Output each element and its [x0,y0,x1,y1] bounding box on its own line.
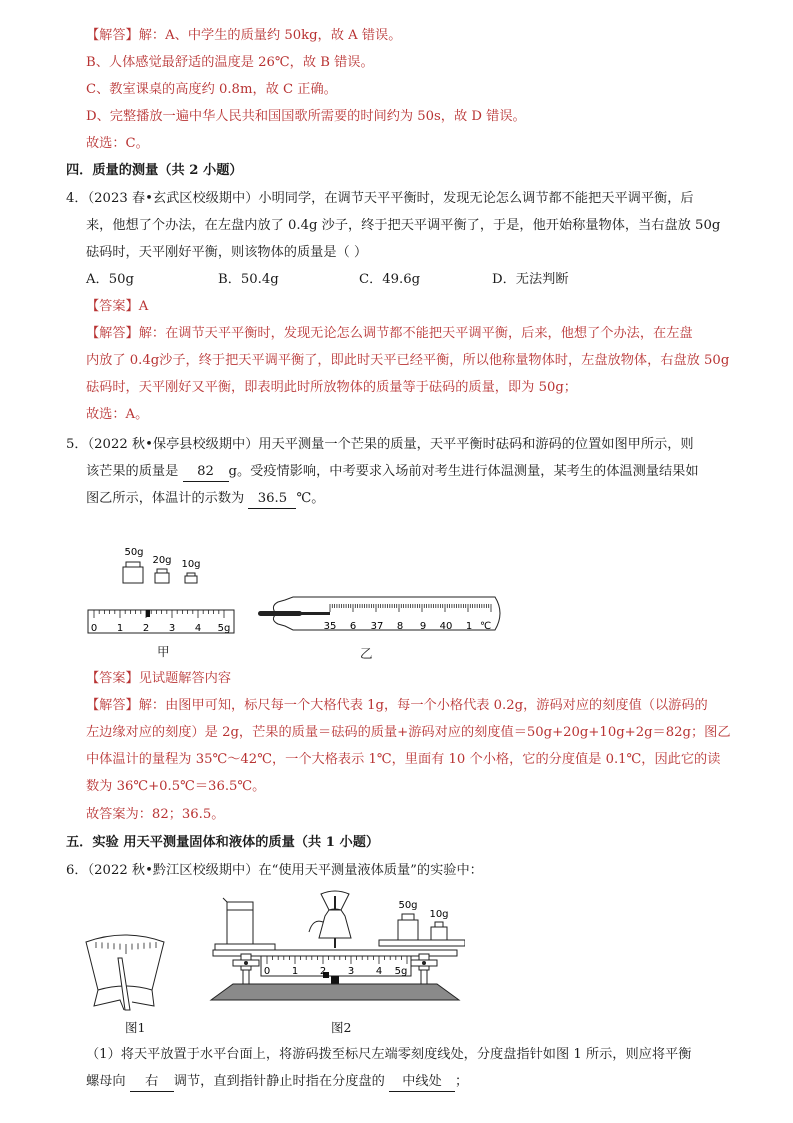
rider-marker [146,610,150,617]
balance-ruler [88,610,234,634]
q5-stem-line3: 图乙所示，体温计的示数为 36.5 ℃。 [86,490,324,509]
q5-final: 故答案为：82；36.5。 [86,807,225,822]
thermo-label: 35 [323,621,337,632]
tick-label: 5g [217,623,231,634]
section4-title: 四．质量的测量（共 2 小题） [66,163,243,178]
thermo-label: ℃ [480,621,492,632]
svg-text:50g: 50g [398,900,418,911]
q4-stem-line2: 来，他想了个办法，在左盘内放了 0.4g 沙子，终于把天平调平衡了，于是，他开始称量物体，当右盘放 50g [86,218,721,233]
weight-50g [123,547,144,583]
figure-label-jia: 甲 [157,644,170,659]
mercury-bulb [258,611,302,616]
tick-label: 3 [347,966,355,977]
tick-label: 0 [263,966,271,977]
q3-analysis-line-a: 【解答】解：A、中学生的质量约 50kg，故 A 错误。 [86,28,402,43]
tick-label: 1 [116,623,124,634]
q3-analysis-line-b: B、人体感觉最舒适的温度是 26℃，故 B 错误。 [86,55,374,70]
q5-analysis-line3: 中体温计的量程为 35℃～42℃，一个大格表示 1℃，里面有 10 个小格，它的分度值是 0.1℃，因此它的读 [86,752,721,767]
q4-option-d: D．无法判断 [492,272,569,287]
q4-choice: 故选：A。 [86,407,149,422]
q5-answer: 【答案】见试题解答内容 [86,671,232,686]
q3-choice: 故选：C。 [86,136,149,151]
beaker [223,898,253,944]
weight-10g [429,909,448,940]
q4-analysis-line2: 内放了 0.4g沙子，终于把天平调平衡了，即此时天平已经平衡，所以他称量物体时，左盘放物体，右盘放 50g [86,353,730,368]
thermo-label: 9 [419,621,427,632]
left-pan [215,944,275,950]
answer-blank: 中线处 [389,1073,455,1092]
figure-label-yi: 乙 [360,646,373,661]
weight-20g [152,555,171,583]
q6-figure1-dial [80,930,170,1016]
q5-figure [80,540,520,640]
svg-text:50g: 50g [124,547,144,558]
weight-50g [398,900,418,940]
q5-stem-line2: 该芒果的质量是 82 g。受疫情影响，中考要求入场前对考生进行体温测量，某考生的体温测量结果如 [86,463,699,482]
q4-stem-line3: 砝码时，天平刚好平衡，则该物体的质量是（ ） [86,245,368,260]
answer-blank: 右 [130,1073,174,1092]
answer-blank: 82 [183,463,229,482]
thermo-label: 40 [439,621,453,632]
svg-text:10g: 10g [181,559,201,570]
q4-option-a: A．50g [86,272,134,287]
tick-label: 4 [375,966,383,977]
tick-label: 4 [194,623,202,634]
answer-blank: 36.5 [248,490,296,509]
q5-stem-line1: 5．（2022 秋•保亭县校级期中）用天平测量一个芒果的质量，天平平衡时砝码和游码的位置如图甲所示，则 [66,437,694,452]
analysis-label: 【解答】 [86,28,139,43]
tick-label: 1 [291,966,299,977]
q6-figure2-balance [205,888,465,1018]
svg-text:20g: 20g [152,555,172,566]
thermo-label: 6 [349,621,357,632]
balance-base [211,984,459,1000]
thermo-label: 1 [465,621,473,632]
q4-analysis-line3: 砝码时，天平刚好又平衡，即表明此时所放物体的质量等于砝码的质量，即为 50g； [86,380,577,395]
q6-stem-line1: 6．（2022 秋•黔江区校级期中）在“使用天平测量液体质量”的实验中： [66,863,483,878]
tick-label: 2 [319,966,327,977]
tick-label: 2 [142,623,150,634]
q5-analysis-line4: 数为 36℃+0.5℃＝36.5℃。 [86,779,266,794]
right-pan [379,940,465,946]
q5-analysis-line2: 左边缘对应的刻度）是 2g，芒果的质量＝砝码的质量+游码对应的刻度值＝50g+20g+10g+2g＝82g；图乙 [86,725,731,740]
figure-label-1: 图1 [125,1020,146,1035]
q6-sub1-line2: 螺母向 右 调节，直到指针静止时指在分度盘的 中线处 ； [86,1073,468,1092]
tick-label: 5g [394,966,408,977]
q4-option-b: B．50.4g [218,272,279,287]
figure-label-2: 图2 [331,1020,352,1035]
q5-analysis-line1: 【解答】解：由图甲可知，标尺每一个大格代表 1g，每一个小格代表 0.2g，游码对应的刻度值（以游码的 [86,698,708,713]
thermometer [258,597,500,632]
q4-stem-line1: 4．（2023 春•玄武区校级期中）小明同学，在调节天平平衡时，发现无论怎么调节都不能把天平调平衡，后 [66,191,694,206]
tick-label: 0 [90,623,98,634]
section5-title: 五．实验 用天平测量固体和液体的质量（共 1 小题） [66,835,380,850]
q3-analysis-line-d: D、完整播放一遍中华人民共和国国歌所需要的时间约为 50s，故 D 错误。 [86,109,526,124]
svg-text:10g: 10g [429,909,449,920]
thermo-label: 37 [370,621,384,632]
weight-10g [181,559,200,583]
thermo-label: 8 [396,621,404,632]
q4-option-c: C．49.6g [359,272,421,287]
q4-analysis-line1: 【解答】解：在调节天平平衡时，发现无论怎么调节都不能把天平调平衡，后来，他想了个办法，在左盘 [86,326,693,341]
q6-sub1-line1: （1）将天平放置于水平台面上，将游码拨至标尺左端零刻度线处，分度盘指针如图 1 所示，则应将平衡 [86,1047,692,1062]
q4-answer: 【答案】A [86,299,149,314]
q3-analysis-line-c: C、教室课桌的高度约 0.8m，故 C 正确。 [86,82,337,97]
tick-label: 3 [168,623,176,634]
